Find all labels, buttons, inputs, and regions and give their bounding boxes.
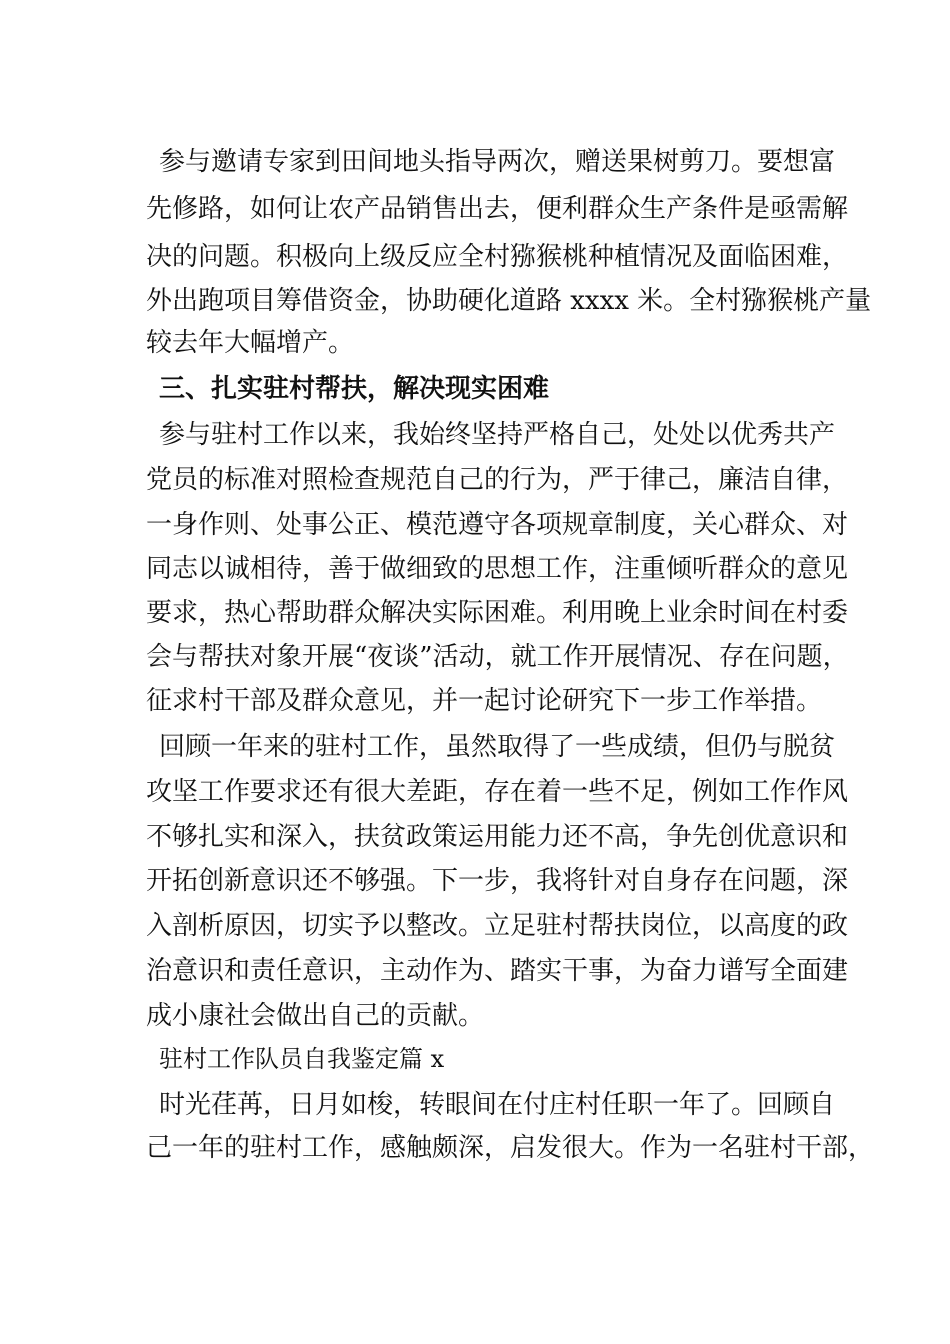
section-heading: 三、扎实驻村帮扶，解决现实困难 [159,374,550,404]
article-subtitle: 驻村工作队员自我鉴定篇 x [159,1045,445,1073]
paragraph-line: 同志以诚相待，善于做细致的思想工作，注重倾听群众的意见 [146,554,849,584]
paragraph-line: 时光荏苒，日月如梭，转眼间在付庄村任职一年了。回顾自 [159,1090,836,1120]
paragraph-line: 会与帮扶对象开展“夜谈”活动，就工作开展情况、存在问题， [146,642,849,672]
paragraph-line: 征求村干部及群众意见，并一起讨论研究下一步工作举措。 [146,686,823,716]
paragraph-line: 决的问题。积极向上级反应全村猕猴桃种植情况及面临困难， [146,242,849,272]
paragraph-line: 先修路，如何让农产品销售出去，便利群众生产条件是亟需解 [146,194,849,224]
paragraph-line: 较去年大幅增产。 [146,328,355,358]
paragraph-line: 成小康社会做出自己的贡献。 [146,1001,485,1031]
paragraph-line: 攻坚工作要求还有很大差距，存在着一些不足，例如工作作风 [146,777,849,807]
paragraph-line: 一身作则、处事公正、模范遵守各项规章制度，关心群众、对 [146,510,849,540]
paragraph-line: 回顾一年来的驻村工作，虽然取得了一些成绩，但仍与脱贫 [159,732,836,762]
paragraph-line: 开拓创新意识还不够强。下一步，我将针对自身存在问题，深 [146,866,849,896]
paragraph-line: 不够扎实和深入，扶贫政策运用能力还不高，争先创优意识和 [146,822,849,852]
paragraph-line: 外出跑项目筹借资金，协助硬化道路 xxxx 米。全村猕猴桃产量 [146,286,872,316]
paragraph-line: 己一年的驻村工作，感触颇深，启发很大。作为一名驻村干部， [146,1133,875,1163]
paragraph-line: 入剖析原因，切实予以整改。立足驻村帮扶岗位，以高度的政 [146,911,849,941]
paragraph-line: 要求，热心帮助群众解决实际困难。利用晚上业余时间在村委 [146,598,849,628]
paragraph-line: 党员的标准对照检查规范自己的行为，严于律己，廉洁自律， [146,465,849,495]
paragraph-line: 参与驻村工作以来，我始终坚持严格自己，处处以优秀共产 [159,420,836,450]
paragraph-line: 治意识和责任意识，主动作为、踏实干事，为奋力谱写全面建 [146,956,849,986]
paragraph-line: 参与邀请专家到田间地头指导两次，赠送果树剪刀。要想富 [159,147,836,177]
